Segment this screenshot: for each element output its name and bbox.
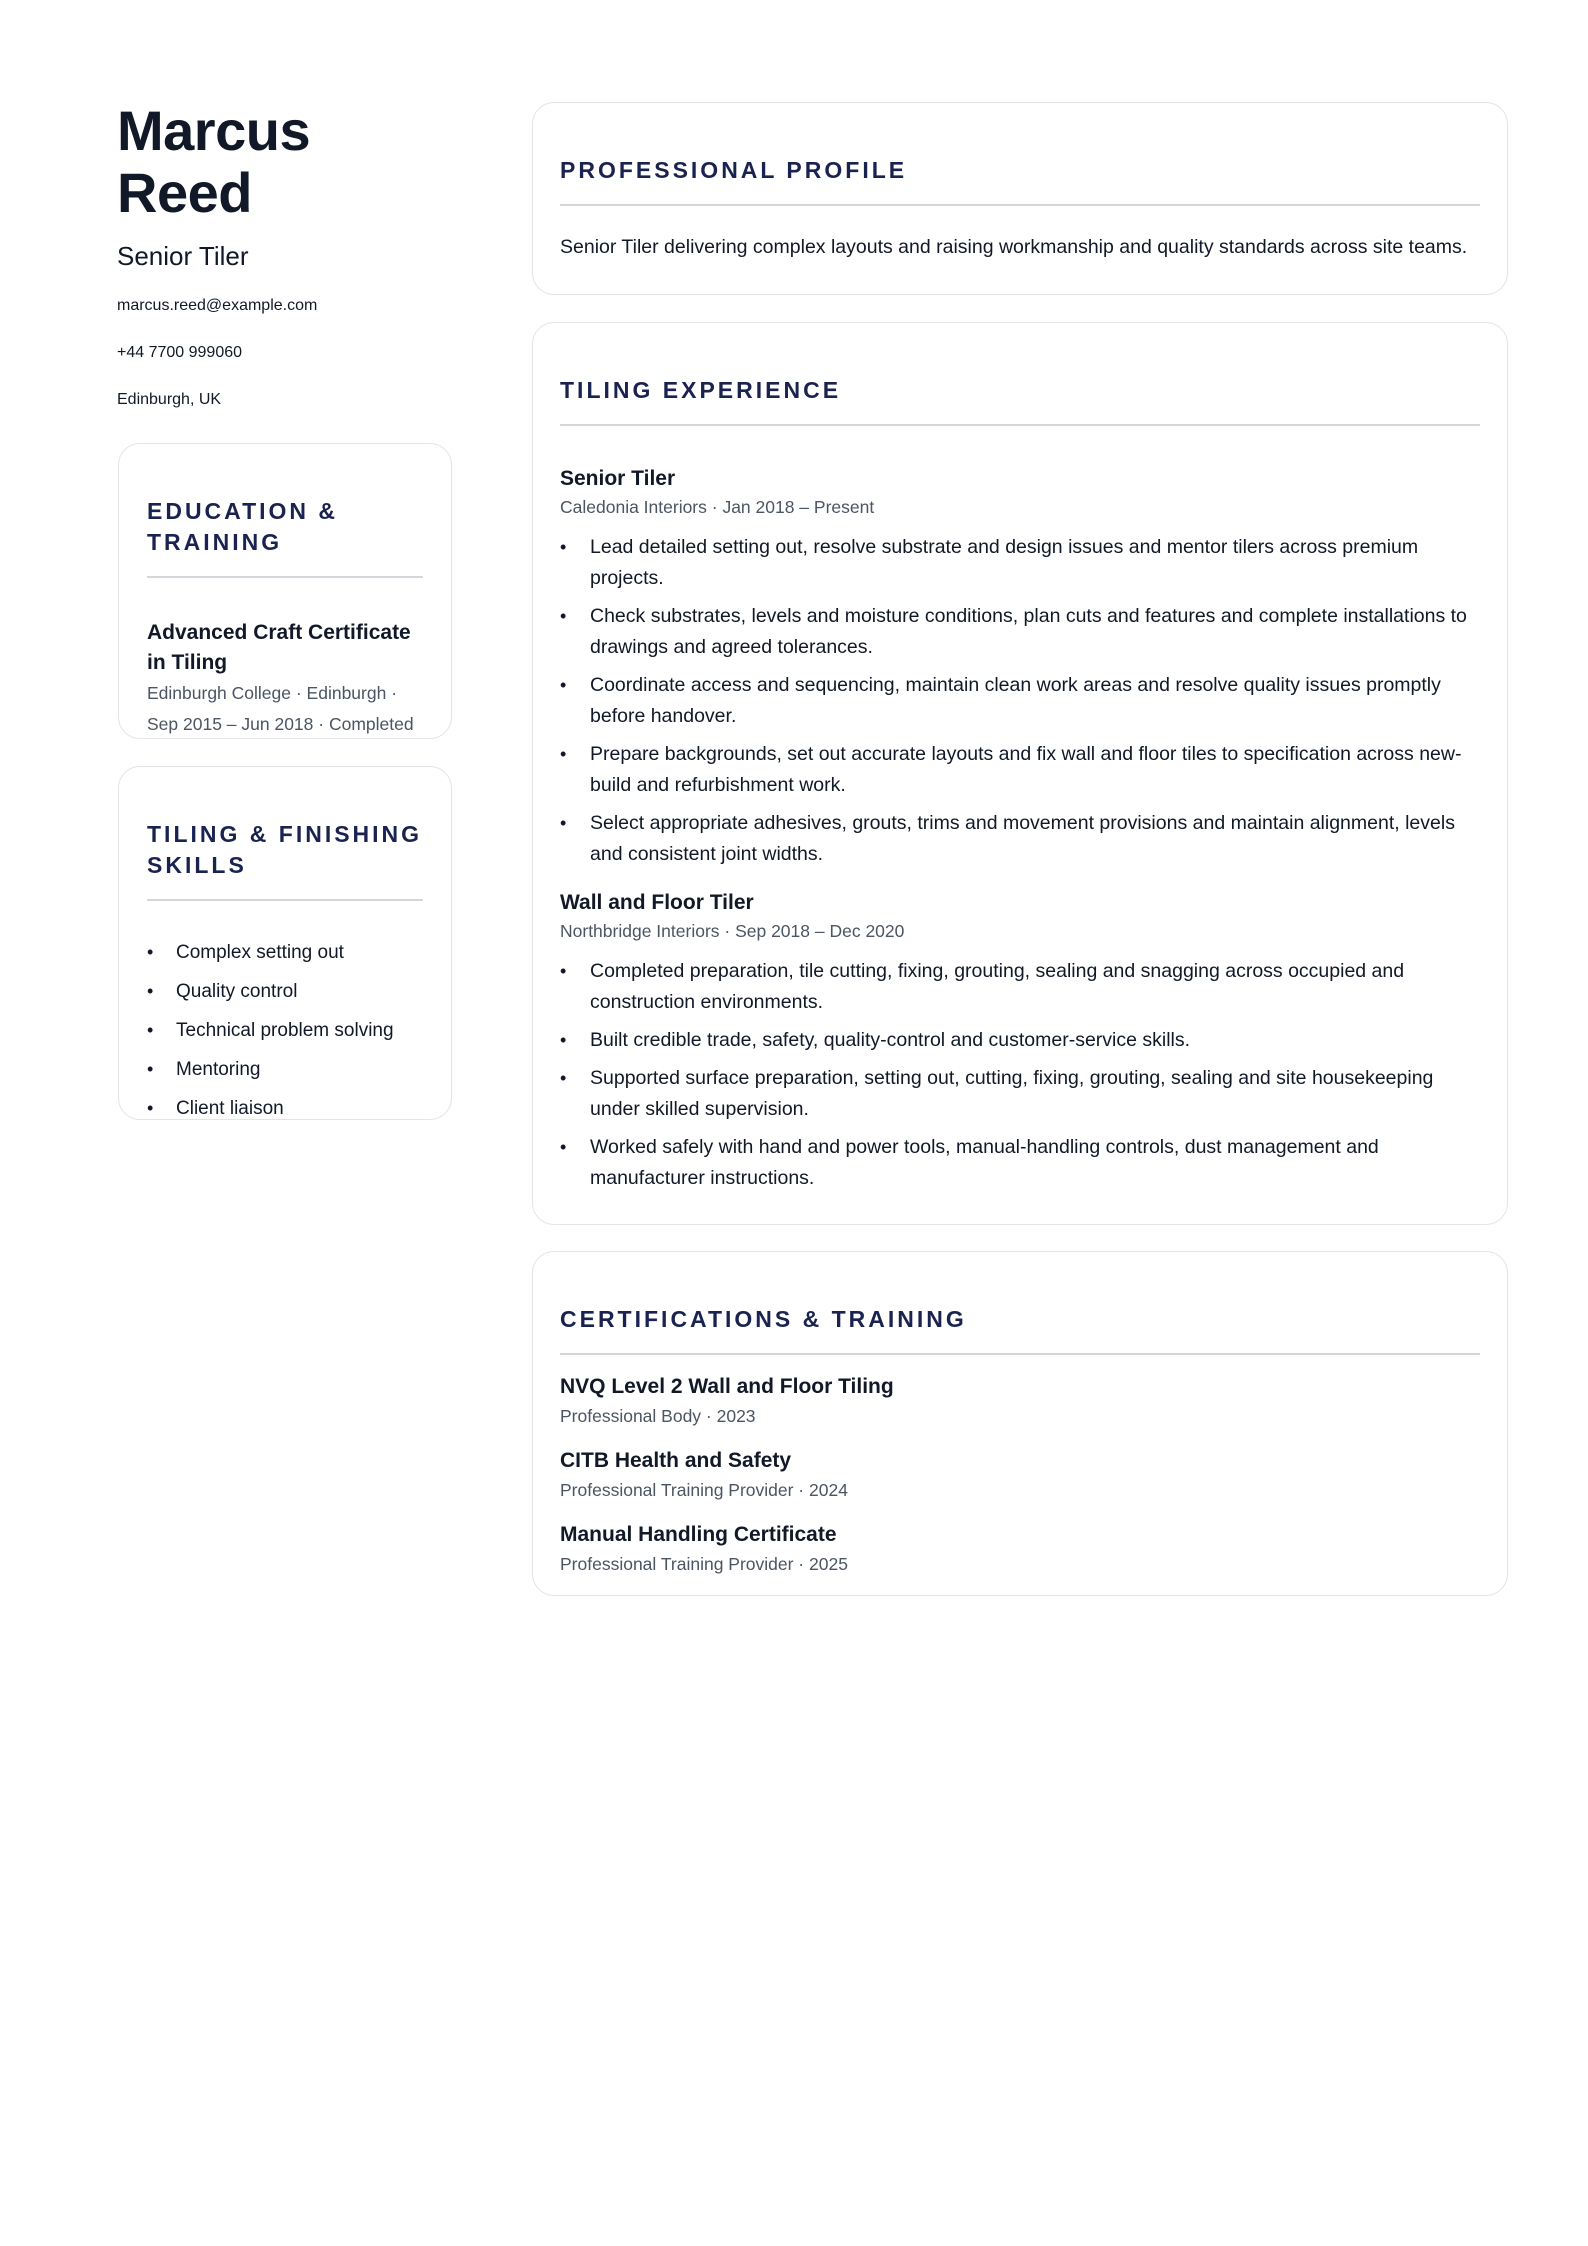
job-bullet: • Supported surface preparation, setting out, cutting, fixing, grouting, sealing and site housekeeping under skilled supervision. — [560, 1063, 1480, 1125]
skill-item: • Quality control — [147, 972, 423, 1011]
job-bullet: • Built credible trade, safety, quality-control and customer-service skills. — [560, 1025, 1480, 1056]
education-meta — [147, 678, 423, 739]
education-title — [147, 618, 423, 678]
certification-title: Manual Handling Certificate — [560, 1523, 837, 1546]
job-meta: Caledonia Interiors · Jan 2018 – Present — [560, 497, 875, 517]
certification-meta: Professional Body · 2023 — [560, 1406, 756, 1426]
contact-info — [117, 296, 451, 437]
job-title: Wall and Floor Tiler — [560, 891, 754, 914]
education-title-line2: in Tiling — [147, 651, 228, 674]
job-entry — [560, 464, 1480, 870]
sidebar-header — [117, 100, 451, 437]
job-bullet: • Prepare backgrounds, set out accurate layouts and fix wall and floor tiles to specification across new-build and refurbishment work. — [560, 739, 1480, 801]
certification-entry — [560, 1520, 1480, 1578]
skill-item: • Technical problem solving — [147, 1011, 423, 1050]
job-bullet: • Select appropriate adhesives, grouts, trims and movement provisions and maintain alignment, levels and consistent joint widths. — [560, 808, 1480, 870]
skills-heading-line2: SKILLS — [147, 852, 247, 878]
certification-title: CITB Health and Safety — [560, 1449, 792, 1472]
section-divider — [560, 204, 1480, 206]
skill-item: • Complex setting out — [147, 933, 423, 972]
experience-card — [532, 322, 1508, 1225]
skills-heading-line1: TILING & FINISHING — [147, 821, 423, 847]
education-heading-line1: EDUCATION & — [147, 498, 339, 524]
job-entry — [560, 888, 1480, 1194]
certification-entry — [560, 1446, 1480, 1504]
certification-meta: Professional Training Provider · 2025 — [560, 1554, 848, 1574]
skills-heading — [147, 819, 423, 881]
skill-item: • Mentoring — [147, 1050, 423, 1089]
section-divider — [560, 424, 1480, 426]
education-title-line1: Advanced Craft Certificate — [147, 621, 411, 644]
job-bullet: • Check substrates, levels and moisture conditions, plan cuts and features and complete installations to drawings and agreed tolerances. — [560, 601, 1480, 663]
section-divider — [147, 899, 423, 901]
profile-summary: Senior Tiler delivering complex layouts and raising workmanship and quality standards across site teams. — [560, 236, 1468, 258]
job-bullets — [560, 532, 1480, 870]
section-divider — [147, 576, 423, 578]
phone-text: +44 7700 999060 — [117, 344, 243, 362]
certifications-heading: CERTIFICATIONS & TRAINING — [560, 1306, 967, 1332]
job-bullet: • Coordinate access and sequencing, maintain clean work areas and resolve quality issues promptly before handover. — [560, 670, 1480, 732]
location-text: Edinburgh, UK — [117, 391, 222, 409]
certifications-card — [532, 1251, 1508, 1596]
skills-card — [118, 766, 452, 1120]
candidate-role: Senior Tiler — [117, 241, 249, 272]
candidate-name: Marcus Reed — [117, 99, 311, 224]
certification-title: NVQ Level 2 Wall and Floor Tiling — [560, 1375, 894, 1398]
job-bullet: • Worked safely with hand and power tools, manual-handling controls, dust management and manufacturer instructions. — [560, 1132, 1480, 1194]
experience-heading: TILING EXPERIENCE — [560, 377, 842, 403]
education-meta-line2: Sep 2015 – Jun 2018 · Completed — [147, 714, 414, 734]
job-bullet: • Completed preparation, tile cutting, fixing, grouting, sealing and snagging across occupied and construction environments. — [560, 956, 1480, 1018]
job-bullets — [560, 956, 1480, 1194]
education-heading-line2: TRAINING — [147, 529, 283, 555]
section-divider — [560, 1353, 1480, 1355]
job-meta: Northbridge Interiors · Sep 2018 – Dec 2020 — [560, 921, 905, 941]
email-text: marcus.reed@example.com — [117, 297, 318, 315]
education-heading — [147, 496, 423, 558]
profile-card — [532, 102, 1508, 295]
education-meta-line1: Edinburgh College · Edinburgh · — [147, 683, 398, 703]
certification-entry — [560, 1372, 1480, 1430]
skills-list — [147, 933, 423, 1120]
education-card — [118, 443, 452, 739]
certification-meta: Professional Training Provider · 2024 — [560, 1480, 848, 1500]
job-title: Senior Tiler — [560, 467, 676, 490]
skill-item: • Client liaison — [147, 1089, 423, 1120]
job-bullet: • Lead detailed setting out, resolve substrate and design issues and mentor tilers across premium projects. — [560, 532, 1480, 594]
profile-heading: PROFESSIONAL PROFILE — [560, 157, 908, 183]
